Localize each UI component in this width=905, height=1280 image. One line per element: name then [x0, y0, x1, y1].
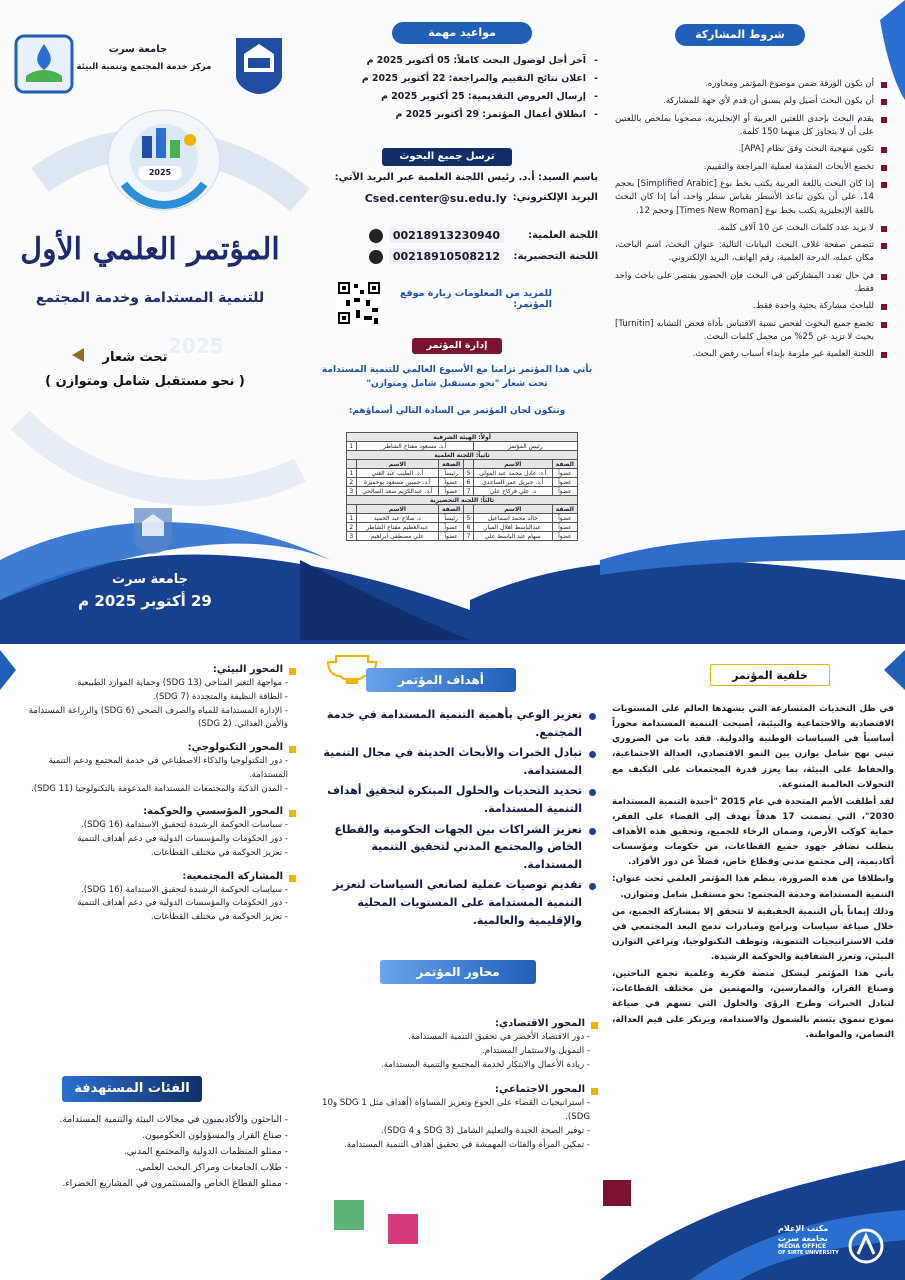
axis-environment-title: المحور البيئي: [10, 664, 296, 675]
table-cell: عضواً [552, 487, 577, 496]
send-to: باسم السيد: أ.د. رئيس اللجنة العلمية عبر البريد الآتي: [334, 172, 598, 183]
axis-item: - سياسات الحوكمة الرشيدة لتحقيق الاستدامة (SDG 16). [81, 820, 288, 831]
whatsapp-icon [369, 229, 383, 243]
table-header-cell: الاسم [356, 460, 438, 469]
deadline-item: - آخر أجل لوصول البحث كاملاً: 05 أكتوبر 2025 م [316, 52, 598, 70]
axis-economic-title: المحور الاقتصادي: [312, 1018, 598, 1029]
table-header-cell: الصفة [438, 505, 463, 514]
target-list [10, 1112, 296, 1192]
dates-panel [312, 14, 602, 614]
table-cell: أ.د. جبريل عمر الساعدي [473, 478, 552, 487]
table-cell: 1 [347, 469, 357, 478]
goal-item: تعزيز الوعي بأهمية التنمية المستدامة في خدمة المجتمع. [312, 706, 598, 741]
slogan-label: تحت شعار [102, 350, 168, 365]
dates-list [316, 52, 598, 123]
axis-item: - الإدارة المستدامة للمياه والصرف الصحي (SDG 6) والزراعة المستدامة والأمن الغذائي. (SDG 2) [28, 705, 288, 730]
axis-item: - دور التكنولوجيا والذكاء الاصطناعي في خدمة المجتمع ودعم التنمية المستدامة. [48, 756, 288, 780]
axis-item: - توفير الصحة الجيدة والتعليم الشامل (SDG 3 و SDG 4). [381, 1125, 590, 1136]
participation-item: تكون منهجية البحث وفق نظام [APA]. [615, 143, 887, 156]
committee-table-grid [346, 432, 578, 541]
axis-governance-items [10, 819, 296, 860]
background-paragraph: لقد أطلقت الأمم المتحدة في عام 2015 "أجندة التنمية المستدامة 2030"، التي تضمنت 17 هدفاً تهدف إلى القضاء على الفقر، حماية كوكب الأرض، وضمان الرخاء للجميع، وتحقيق هذه الأهداف يتطلب تضافر جهود جميع القطاعات، من حكومات ومؤسسات أكاديمية، إلى مجتمع مدني وقطاع خاص، فضلاً عن دور الأفراد. [612, 796, 894, 868]
cover-panel [0, 0, 310, 640]
table-cell: 6 [464, 478, 474, 487]
background-paragraph: في ظل التحديات المتسارعة التي يشهدها العالم على المستويات الاقتصادية والاجتماعية والبيئية، أصبحت التنمية المستدامة محوراً أساسياً في السياسات الوطنية والدولية. فقد بات من الضروري تبني نهج شامل يوازن بين النمو الاقتصادي، العدالة الاجتماعية، والحفاظ على البيئة، بما يعزز قدرة المجتمعات على التكيف مع التحولات العالمية المتنوعة. [612, 704, 894, 790]
table-cell: أ.د. حسين مسعود بوحميرة [356, 478, 438, 487]
table-row [347, 523, 578, 532]
media-office-ar1: مكتب الإعلام [778, 1224, 829, 1233]
axis-item: - مواجهة التغير المناخي (SDG 13) وحماية الموارد الطبيعية. [74, 678, 288, 688]
table-header-cell [464, 505, 474, 514]
table-row [347, 487, 578, 496]
participation-item: لا يزيد عدد كلمات البحث عن 10 آلاف كلمة. [615, 222, 887, 235]
management-intro2: وتتكون لجان المؤتمر من السادة التالي أسماؤهم: [348, 406, 566, 416]
table-cell: 1 [347, 514, 357, 523]
table-row [347, 514, 578, 523]
table-cell: أ.د. مسعود مفتاح الشاطر [356, 442, 473, 451]
cover-university: جامعة سرت [108, 44, 168, 55]
table-header-cell [347, 505, 357, 514]
table-cell: عضواً [552, 469, 577, 478]
axis-item: - الطاقة النظيفة والمتجددة (SDG 7). [152, 691, 288, 702]
table-cell: 2 [347, 478, 357, 487]
table-cell: 1 [347, 442, 357, 451]
background-text [612, 702, 894, 1045]
email-row [316, 192, 598, 205]
management-title: إدارة المؤتمر [412, 338, 502, 354]
axes-title: محاور المؤتمر [380, 960, 536, 984]
table-header-cell: الصفة [438, 460, 463, 469]
goals-title: أهداف المؤتمر [366, 668, 516, 692]
dates-title: مواعيد مهمة [392, 22, 532, 44]
phone-row [316, 249, 598, 264]
conference-emblem-icon [94, 104, 234, 224]
cover-footer-date: 29 أكتوبر 2025 م [78, 592, 212, 610]
axis-community-items [10, 884, 296, 925]
table-cell: عبدالباسط اهلال الميار [473, 523, 552, 532]
whatsapp-icon [369, 250, 383, 264]
participation-item: تخضع جميع البحوث لفحص نسبة الاقتباس بأداة فحص التشابه [Turnitin] بحيث لا تزيد عن 25% من مجمل كلمات البحث. [615, 318, 887, 345]
participation-title: شروط المشاركة [675, 24, 805, 46]
table-row [347, 469, 578, 478]
goal-item: تعزيز الشراكات بين الجهات الحكومية والقطاع الخاص والمجتمع المدني لتحقيق التنمية المستدامة. [312, 821, 598, 874]
table-cell: رئيساً [438, 469, 463, 478]
table-cell: أ.د. عادل محمد عبد المولى [473, 469, 552, 478]
deadline-item: - انطلاق أعمال المؤتمر: 29 أكتوبر 2025 م [316, 106, 598, 124]
media-office-ar2: بجامعة سرت [778, 1233, 828, 1243]
table-cell: د. صلاح عبد الحميد [356, 514, 438, 523]
participation-item: أن يكون البحث أصيل ولم يسبق أن قدم لأي جهة للمشاركة. [615, 95, 887, 108]
goals-panel [306, 648, 604, 1208]
table-header-cell: الصفة [552, 505, 577, 514]
media-office-en1: MEDIA OFFICE [778, 1243, 827, 1251]
table-cell: 5 [464, 469, 474, 478]
table-cell: رئيساً [438, 514, 463, 523]
table-cell: عضواً [552, 514, 577, 523]
axis-community-title: المشاركة المجتمعية: [10, 871, 296, 882]
table-cell: عضواً [552, 532, 577, 541]
axis-social-title: المحور الاجتماعي: [312, 1084, 598, 1095]
axis-item: - ريادة الأعمال والابتكار لخدمة المجتمع والتنمية المستدامة. [380, 1059, 590, 1070]
management-intro: يأتي هذا المؤتمر تزامنا مع الأسبوع العالمي للتنمية المستدامة تحت شعار "نحو مستقبل شامل ومتوازن" [321, 365, 593, 389]
emblem-year: 2025 [138, 166, 182, 180]
send-title: ترسل جميع البحوث [382, 148, 512, 166]
axis-item: - المدن الذكية والمجتمعات المستدامة المدعومة بالتكنولوجيا (SDG 11). [31, 783, 288, 794]
table-row [347, 442, 578, 451]
table-cell: عضواً [438, 478, 463, 487]
axis-item: - دور الحكومات والمؤسسات الدولية في دعم أهداف التنمية [77, 834, 288, 844]
background-title: خلفية المؤتمر [710, 664, 830, 686]
axis-item: - سياسات الحوكمة الرشيدة لتحقيق الاستدامة (SDG 16). [81, 884, 288, 895]
participation-item: اللجنة العلمية غير ملزمة بإبداء أسباب رفض البحث. [615, 348, 887, 361]
table-cell: سهام عبد الباسط علي [473, 532, 552, 541]
axis-item: - تعزيز الحوكمة في مختلف القطاعات. [150, 912, 288, 922]
table-caption-row [347, 433, 578, 442]
qr-text: للمزيد من المعلومات زيارة موقع المؤتمر: [399, 288, 552, 310]
cover-footer-university: جامعة سرت [112, 572, 188, 587]
table-header-row [347, 505, 578, 514]
table-caption: أولاً: الهيئة الشرفية [347, 433, 578, 442]
table-caption: ثانياً: اللجنة العلمية [347, 451, 578, 460]
table-row [347, 478, 578, 487]
table-cell: عضواً [552, 478, 577, 487]
media-office-en2: OF SIRTE UNIVERSITY [778, 1250, 839, 1257]
participation-item: تخضع الأبحاث المقدمة لعملية المراجعة والتقييم. [615, 161, 887, 174]
goal-item: تبادل الخبرات والأبحاث الحديثة في مجال التنمية المستدامة. [312, 744, 598, 779]
phone-label: اللجنة العلمية: [528, 230, 598, 241]
phone-number[interactable]: 00218910508212 [389, 249, 504, 264]
university-logo-icon [228, 32, 290, 96]
table-caption-row [347, 451, 578, 460]
table-cell: عضواً [438, 532, 463, 541]
axes-list [312, 1012, 598, 1152]
goal-item: تقديم توصيات عملية لصانعي السياسات لتعزيز التنمية المستدامة على المستويات المحلية والإقليمية والعالمية. [312, 876, 598, 929]
cover-center: مركز خدمة المجتمع وتنمية البيئة [76, 62, 212, 72]
participation-list [615, 78, 887, 366]
phone-list [316, 228, 598, 264]
table-header-cell [464, 460, 474, 469]
axis-item: - طلاب الجامعات ومراكز البحث العلمي. [135, 1162, 288, 1174]
background-panel [606, 656, 900, 1216]
table-header-cell: الاسم [356, 505, 438, 514]
phone-number[interactable]: 00218913230940 [389, 228, 504, 243]
axis-environment-items [10, 677, 296, 732]
email-link[interactable]: Csed.center@su.edu.ly [364, 192, 507, 205]
goals-list [312, 706, 598, 932]
axis-item: - دور الاقتصاد الأخضر في تحقيق التنمية المستدامة. [408, 1032, 590, 1042]
table-row [347, 532, 578, 541]
center-logo-icon [14, 34, 74, 94]
axis-item: - تعزيز الحوكمة في مختلف القطاعات. [150, 847, 288, 858]
table-cell: أ.د. الطيب عبد الغني [356, 469, 438, 478]
table-cell: 5 [464, 514, 474, 523]
table-cell: د. علي فركاح علي [473, 487, 552, 496]
table-cell: علي مصطفى ابراهيم [356, 532, 438, 541]
target-title: الفئات المستهدفة [62, 1076, 202, 1102]
table-header-cell: الصفة [552, 460, 577, 469]
arrow-icon [70, 346, 86, 364]
axis-item: - دور الحكومات والمؤسسات الدولية في دعم أهداف التنمية [77, 898, 288, 909]
deadline-item: - إرسال العروض التقديمية: 25 أكتوبر 2025 م [316, 88, 598, 106]
cover-title: المؤتمر العلمي الأول [20, 232, 280, 267]
table-cell: رئيس المؤتمر [473, 442, 577, 451]
table-header-cell [347, 460, 357, 469]
qr-code-icon[interactable] [336, 280, 382, 326]
cover-subtitle: للتنمية المستدامة وخدمة المجتمع [35, 290, 265, 306]
axis-governance-title: المحور المؤسسي والحوكمة: [10, 806, 296, 817]
axis-item: - الباحثون والأكاديميون في مجالات البيئة والتنمية المستدامة. [59, 1114, 288, 1125]
axis-item: - ممثلو المنظمات الدولية والمجتمع المدني. [123, 1146, 288, 1158]
cover-slogan: ( نحو مستقبل شامل ومتوازن ) [45, 374, 245, 389]
participation-item: في حال تعدد المشاركين في البحث فإن الحضور يقتصر على باحث واحد فقط. [615, 270, 887, 297]
axis-tech-items [10, 755, 296, 796]
background-paragraph: وانطلاقا من هذه الضرورة، ينظم هذا المؤتمر العلمي تحت عنوان: التنمية المستدامة وخدمة المجتمع: نحو مستقبل شامل ومتوازن. [612, 874, 894, 900]
table-cell: أ.د. عبدالكريم سعد الصالحي [356, 487, 438, 496]
axis-item: - صناع القرار والمسؤولون الحكوميون. [142, 1130, 288, 1142]
table-caption-row [347, 496, 578, 505]
media-office-logo-icon [846, 1226, 886, 1266]
table-cell: 7 [464, 532, 474, 541]
axis-tech-title: المحور التكنولوجي: [10, 742, 296, 753]
table-cell: 2 [347, 523, 357, 532]
table-cell: عبدالعظيم مفتاح الشاطر [356, 523, 438, 532]
axis-item: - استراتيجيات القضاء على الجوع وتعزيز المساواة (أهداف مثل SDG 1 و10 SDG). [322, 1098, 590, 1122]
background-paragraph: وذلك إيماناً بأن التنمية الحقيقية لا تتحقق إلا بمشاركة الجميع، من خلال صياغة سياسات وبرامج ومبادرات تدمج البعد المجتمعي في قلب الاستراتيجيات التنموية، وتوظف التكنولوجيا، وتراعي التوازن البيئي، وتعزز الشفافية والحوكمة الرشيدة. [612, 906, 894, 962]
axes-cont-list [10, 658, 296, 925]
table-header-cell: الاسم [473, 460, 552, 469]
participation-item: يقدم البحث بإحدى اللغتين العربية أو الإنجليزية، مصحوبا بملخص باللغتين على أن لا يتجاوز كل منهما 150 كلمة. [615, 113, 887, 140]
table-header-cell: الاسم [473, 505, 552, 514]
table-cell: عضواً [438, 487, 463, 496]
phone-label: اللجنة التحضيرية: [513, 251, 598, 262]
axis-economic-items [312, 1031, 598, 1072]
participation-item: تتضمن صفحة غلاف البحث البيانات التالية: عنوان البحث، اسم الباحث، مكان عمله، الدرجة العلمية، رقم الهاتف، البريد الإلكتروني. [615, 239, 887, 266]
email-label: البريد الإلكتروني: [512, 192, 598, 203]
cover-watermark-year: 2025 [168, 334, 224, 358]
axis-social-items [312, 1097, 598, 1152]
axis-item: - التمويل والاستثمار المستدام. [482, 1045, 590, 1056]
axis-item: - تمكين المرأة والفئات المهمشة في تحقيق أهداف التنمية المستدامة. [344, 1139, 590, 1150]
university-logo-small-icon [128, 504, 178, 556]
table-caption: ثالثاً: اللجنة التحضيرية [347, 496, 578, 505]
participation-item: للباحث مشاركة بحثية واحدة فقط. [615, 300, 887, 313]
axes-cont-panel [4, 658, 302, 1218]
participation-item: أن تكون الورقة ضمن موضوع المؤتمر ومحاوره. [615, 78, 887, 91]
table-header-row [347, 460, 578, 469]
table-cell: عضواً [438, 523, 463, 532]
background-paragraph: يأتي هذا المؤتمر ليشكل منصة فكرية وعلمية تجمع الباحثين، وصناع القرار، والممارسين، والمهتمين من مختلف القطاعات، لتبادل الخبرات وطرح الرؤى والحلول التي تسهم في صياغة نموذج تنموي يتسم بالشمول والاستدامة، ويرتكز على قيم العدالة، التضامن، والمواطنة. [612, 969, 894, 1040]
table-cell: 6 [464, 523, 474, 532]
participation-item: إذا كان البحث باللغة العربية يكتب بخط نوع [Simplified Arabic] بحجم 14، على أن يكون تباعد الأسطر بقياس سطر واحد، أما إذا كان البحث باللغة الإنجليزية يكتب بخط نوع [Times New Roman] وحجم 12. [615, 178, 887, 218]
goal-item: تحديد التحديات والحلول المبتكرة لتحقيق أهداف التنمية المستدامة. [312, 782, 598, 817]
table-cell: خالد محمد اسماعيل [473, 514, 552, 523]
table-cell: 3 [347, 532, 357, 541]
axis-item: - ممثلو القطاع الخاص والمستثمرون في المشاريع الخضراء. [62, 1178, 288, 1190]
committee-table [346, 432, 578, 541]
table-cell: عضواً [552, 523, 577, 532]
brochure-inside [0, 640, 905, 1280]
deadline-item: - اعلان نتائج التقييم والمراجعة: 22 أكتوبر 2025 م [316, 70, 598, 88]
phone-row [316, 228, 598, 243]
participation-panel [605, 14, 895, 554]
table-cell: 3 [347, 487, 357, 496]
table-cell: 7 [464, 487, 474, 496]
